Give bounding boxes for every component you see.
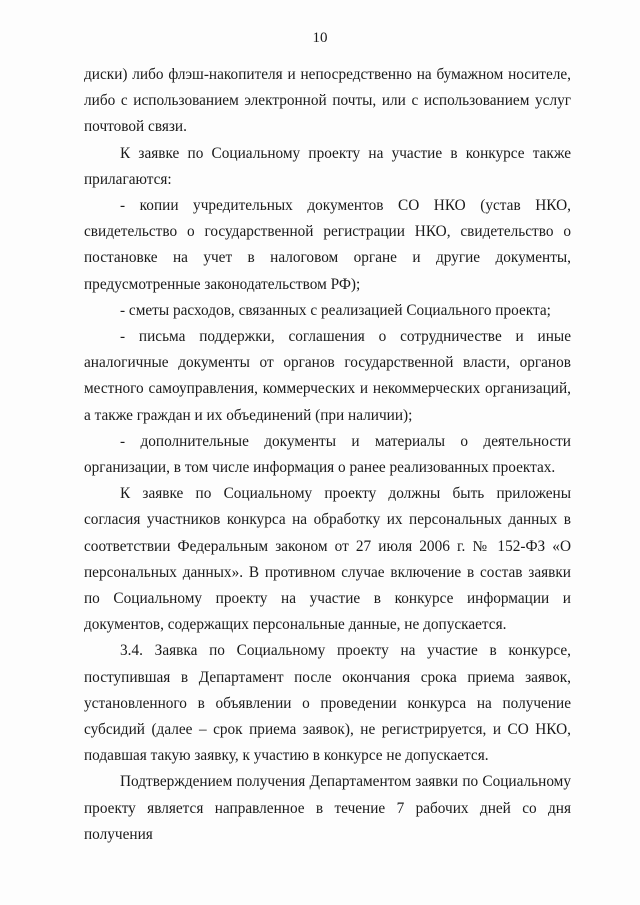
document-body <box>84 62 571 848</box>
paragraph-receipt-confirmation: Подтверждением получения Департаментом заявки по Социальному проекту является направленное в течение 7 рабочих дней со дня получения <box>84 773 571 843</box>
list-item-support-letters: - письма поддержки, соглашения о сотрудничестве и иные аналогичные документы от органов государственной власти, органов местного самоуправления, коммерческих и некоммерческих организаций, а также граждан и их объединений (при наличии); <box>84 328 571 424</box>
list-item-additional-materials: - дополнительные документы и материалы о деятельности организации, в том числе информация о ранее реализованных проектах. <box>84 432 571 477</box>
paragraph-continuation: диски) либо флэш-накопителя и непосредственно на бумажном носителе, либо с использованием электронной почты, или с использованием услуг почтовой связи. <box>84 66 571 136</box>
paragraph-section-3-4: 3.4. Заявка по Социальному проекту на участие в конкурсе, поступившая в Департамент после окончания срока приема заявок, установленного в объявлении о проведении конкурса на получение субсидий (далее – срок приема заявок), не регистрируется, и СО НКО, подавшая такую заявку, к участию в конкурсе не допускается. <box>84 642 571 765</box>
list-item-expense-estimates: - сметы расходов, связанных с реализацией Социального проекта; <box>120 301 551 319</box>
paragraph-personal-data-consent: К заявке по Социальному проекту должны быть приложены согласия участников конкурса на обработку их персональных данных в соответствии Федеральным законом от 27 июля 2006 г. № 152-ФЗ «О персональных данных». В противном случае включение в состав заявки по Социальному проекту на участие в конкурсе информации и документов, содержащих персональные данные, не допускается. <box>84 485 571 634</box>
list-item-founding-documents: - копии учредительных документов СО НКО (устав НКО, свидетельство о государственной регистрации НКО, свидетельство о постановке на учет в налоговом органе и другие документы, предусмотренные законодательством РФ); <box>84 197 571 293</box>
page-number: 10 <box>312 30 328 46</box>
paragraph-attachments-intro: К заявке по Социальному проекту на участие в конкурсе также прилагаются: <box>84 144 571 188</box>
